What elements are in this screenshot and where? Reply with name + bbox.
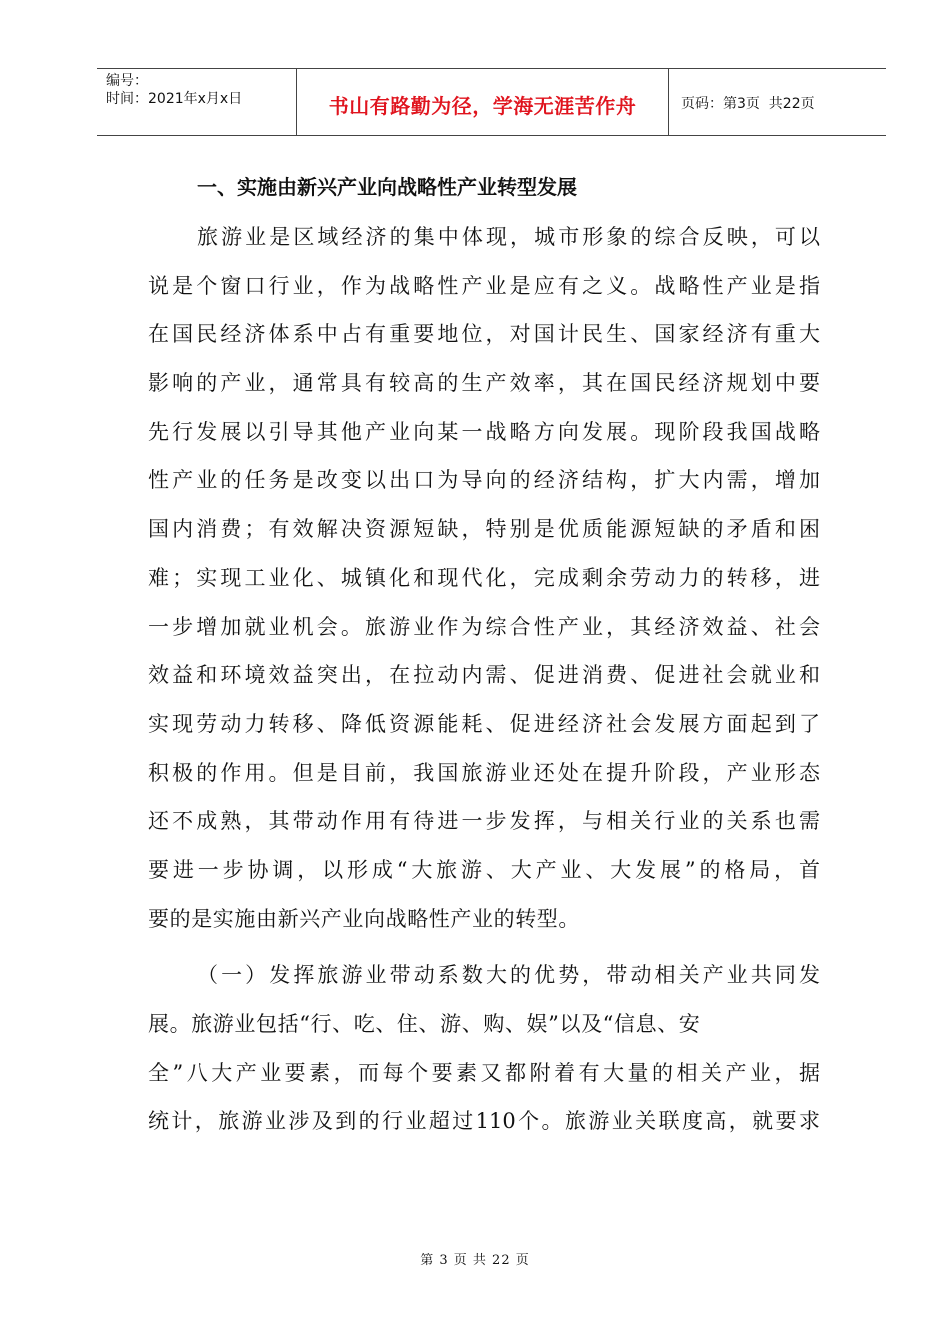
paragraph-line: 在国民经济体系中占有重要地位，对国计民生、国家经济有重大	[148, 322, 820, 347]
paragraph-line: 性产业的任务是改变以出口为导向的经济结构，扩大内需，增加	[148, 468, 820, 493]
header-page-cell	[669, 70, 886, 136]
paragraph-line: 还不成熟，其带动作用有待进一步发挥，与相关行业的关系也需	[148, 809, 820, 834]
header-meta-cell	[97, 69, 297, 135]
paragraph-1	[148, 213, 820, 943]
paragraph-line: 要进一步协调，以形成“大旅游、大产业、大发展”的格局，首	[148, 857, 820, 882]
paragraph-line: 实现劳动力转移、降低资源能耗、促进经济社会发展方面起到了	[148, 711, 820, 736]
paragraph-line: 效益和环境效益突出，在拉动内需、促进消费、促进社会就业和	[148, 663, 820, 688]
header-page-info: 页码：第3页 共22页	[681, 96, 815, 112]
paragraph-line: （一）发挥旅游业带动系数大的优势，带动相关产业共同发	[197, 963, 820, 988]
paragraph-line: 说是个窗口行业，作为战略性产业是应有之义。战略性产业是指	[148, 273, 820, 298]
section-heading: 一、实施由新兴产业向战略性产业转型发展	[197, 175, 577, 199]
header-motto-cell	[297, 69, 669, 135]
paragraph-line: 旅游业是区域经济的集中体现，城市形象的综合反映，可以	[197, 225, 820, 249]
paragraph-line: 一步增加就业机会。旅游业作为综合性产业，其经济效益、社会	[148, 614, 820, 639]
paragraph-line: 要的是实施由新兴产业向战略性产业的转型。	[148, 906, 580, 931]
paragraph-line: 难；实现工业化、城镇化和现代化，完成剩余劳动力的转移，进	[148, 565, 820, 590]
paragraph-line: 先行发展以引导其他产业向某一战略方向发展。现阶段我国战略	[148, 419, 820, 444]
header-motto: 书山有路勤为径，学海无涯苦作舟	[328, 93, 637, 118]
document-time-label: 时间：2021年x月x日	[106, 91, 243, 107]
paragraph-line: 国内消费；有效解决资源短缺，特别是优质能源短缺的矛盾和困	[148, 517, 820, 542]
page-header	[97, 68, 886, 136]
paragraph-line: 统计，旅游业涉及到的行业超过110个。旅游业关联度高，就要求	[148, 1109, 820, 1134]
page-footer: 第 3 页 共 22 页	[420, 1253, 530, 1268]
document-body	[148, 167, 820, 1146]
paragraph-2	[148, 951, 820, 1146]
paragraph-line: 积极的作用。但是目前，我国旅游业还处在提升阶段，产业形态	[148, 760, 820, 785]
document-number-label: 编号：	[106, 73, 148, 89]
paragraph-line: 展。旅游业包括“行、吃、住、游、购、娱”以及“信息、安	[148, 1012, 701, 1036]
paragraph-line: 影响的产业，通常具有较高的生产效率，其在国民经济规划中要	[148, 371, 820, 396]
paragraph-line: 全”八大产业要素，而每个要素又都附着有大量的相关产业，据	[148, 1060, 820, 1085]
